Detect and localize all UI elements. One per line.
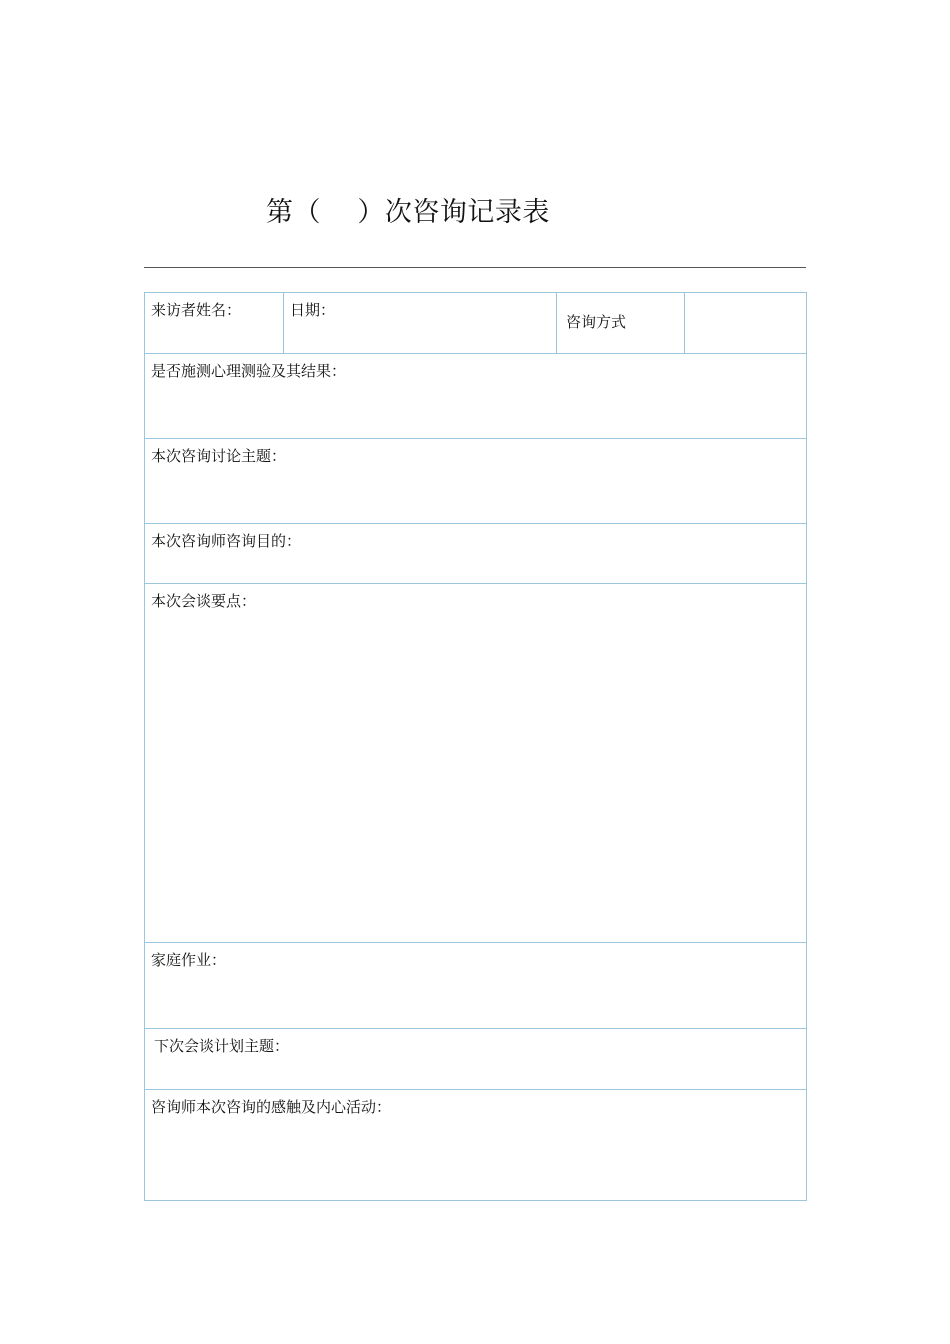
- reflection-cell[interactable]: [145, 1090, 807, 1201]
- method-value: [685, 293, 806, 300]
- next-topic-row: [145, 1029, 807, 1090]
- consultation-record-table: [144, 292, 807, 1201]
- goal-row: [145, 524, 807, 584]
- next-topic-label: 下次会谈计划主题：: [154, 1037, 290, 1055]
- goal-cell[interactable]: [145, 524, 807, 584]
- homework-label: 家庭作业：: [151, 951, 227, 969]
- date-label: 日期：: [290, 301, 336, 319]
- key-points-row: [145, 584, 807, 943]
- psych-test-cell[interactable]: [145, 354, 807, 439]
- goal-label: 本次咨询师咨询目的：: [151, 532, 302, 550]
- date-cell[interactable]: [284, 293, 557, 354]
- method-label-cell: [557, 293, 685, 354]
- method-label: 咨询方式: [566, 313, 627, 331]
- next-topic-cell[interactable]: [145, 1029, 807, 1090]
- reflection-label: 咨询师本次咨询的感触及内心活动：: [151, 1098, 392, 1116]
- topic-row: [145, 439, 807, 524]
- topic-cell[interactable]: [145, 439, 807, 524]
- visitor-name-cell[interactable]: [145, 293, 284, 354]
- key-points-label: 本次会谈要点：: [151, 592, 257, 610]
- title-divider: [144, 267, 806, 268]
- key-points-cell[interactable]: [145, 584, 807, 943]
- homework-row: [145, 943, 807, 1029]
- method-value-cell[interactable]: [685, 293, 807, 354]
- psych-test-label: 是否施测心理测验及其结果：: [151, 362, 347, 380]
- psych-test-row: [145, 354, 807, 439]
- header-row: [145, 293, 807, 354]
- topic-label: 本次咨询讨论主题：: [151, 447, 287, 465]
- homework-cell[interactable]: [145, 943, 807, 1029]
- reflection-row: [145, 1090, 807, 1201]
- page-title: 第（ ）次咨询记录表: [266, 197, 550, 228]
- visitor-name-label: 来访者姓名：: [151, 301, 242, 319]
